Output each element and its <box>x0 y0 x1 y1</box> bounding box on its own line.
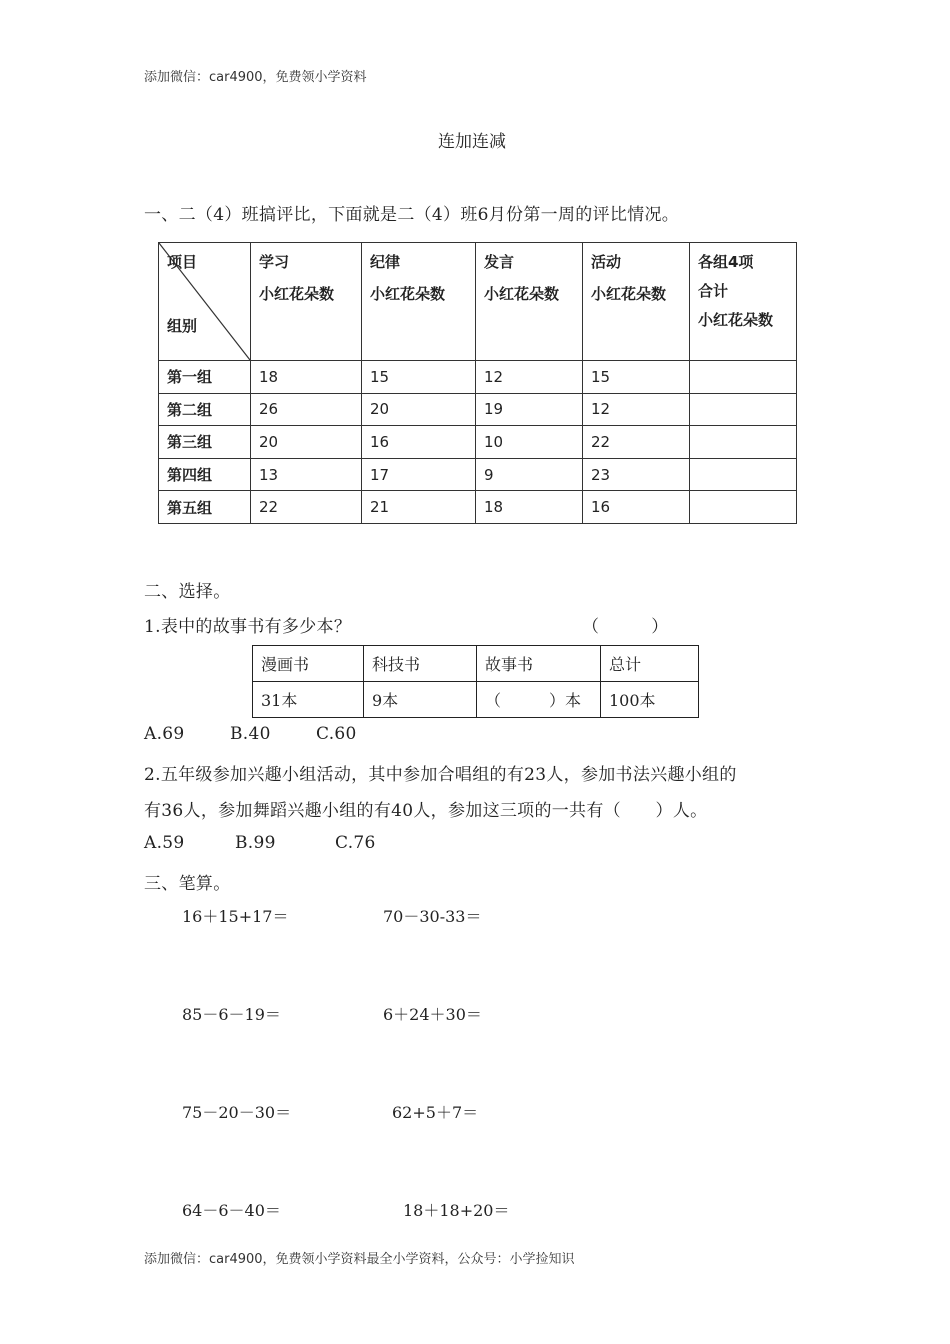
question1-answer-blank[interactable]: （ ） <box>582 617 669 637</box>
table-header-row <box>253 646 699 682</box>
table-cell: 13 <box>251 458 362 491</box>
section3-heading: 三、笔算。 <box>144 874 231 894</box>
column-header: 总计 <box>601 646 699 682</box>
q2-option-b[interactable]: B.99 <box>235 833 276 853</box>
question2-line2: 有36人，参加舞蹈兴趣小组的有40人，参加这三项的一共有（ ）人。 <box>144 801 708 821</box>
q1-option-c[interactable]: C.60 <box>316 724 357 744</box>
calc-problem: 16＋15+17＝ <box>182 907 289 926</box>
total-blank-cell[interactable] <box>690 426 797 459</box>
calc-problem: 62+5＋7＝ <box>392 1103 479 1122</box>
table-row <box>253 682 699 718</box>
calc-problem: 85－6－19＝ <box>182 1005 281 1024</box>
column-header-speaking: 发言 小红花朵数 <box>476 243 583 361</box>
total-blank-cell[interactable] <box>690 491 797 524</box>
table-cell: 9本 <box>364 682 477 718</box>
table-cell: 20 <box>362 393 476 426</box>
table-cell: 16 <box>583 491 690 524</box>
table-cell: 21 <box>362 491 476 524</box>
table-cell: 100本 <box>601 682 699 718</box>
calc-problem: 75－20－30＝ <box>182 1103 292 1122</box>
page-title: 连加连减 <box>438 132 506 152</box>
total-blank-cell[interactable] <box>690 458 797 491</box>
table-row <box>159 361 797 394</box>
column-header-discipline: 纪律 小红花朵数 <box>362 243 476 361</box>
calc-problem: 70－30-33＝ <box>383 907 482 926</box>
corner-top-label: 项目 <box>167 253 198 271</box>
table-cell: 16 <box>362 426 476 459</box>
calc-problem: 6＋24＋30＝ <box>383 1005 482 1024</box>
q2-option-c[interactable]: C.76 <box>335 833 376 853</box>
page-footer: 添加微信：car4900，免费领小学资料最全小学资料，公众号：小学捡知识 <box>144 1252 575 1267</box>
table-cell: 15 <box>583 361 690 394</box>
column-header: 故事书 <box>477 646 601 682</box>
table-row <box>159 491 797 524</box>
table-cell: 15 <box>362 361 476 394</box>
q1-option-b[interactable]: B.40 <box>230 724 271 744</box>
table-cell-blank[interactable]: （ ）本 <box>477 682 601 718</box>
q1-option-a[interactable]: A.69 <box>144 724 185 744</box>
table-row <box>159 426 797 459</box>
column-header-study: 学习 小红花朵数 <box>251 243 362 361</box>
table-cell: 23 <box>583 458 690 491</box>
table-cell: 20 <box>251 426 362 459</box>
question2-line1: 2.五年级参加兴趣小组活动，其中参加合唱组的有23人，参加书法兴趣小组的 <box>144 765 737 785</box>
row-header: 第二组 <box>159 393 251 426</box>
table-cell: 17 <box>362 458 476 491</box>
page-header: 添加微信：car4900，免费领小学资料 <box>144 70 367 85</box>
table-row <box>159 458 797 491</box>
table-cell: 10 <box>476 426 583 459</box>
corner-bottom-label: 组别 <box>167 317 198 335</box>
score-table <box>158 242 797 524</box>
table-cell: 19 <box>476 393 583 426</box>
total-blank-cell[interactable] <box>690 393 797 426</box>
column-header: 科技书 <box>364 646 477 682</box>
table-cell: 22 <box>583 426 690 459</box>
section1-heading: 一、二（4）班搞评比，下面就是二（4）班6月份第一周的评比情况。 <box>144 205 680 225</box>
books-table <box>252 645 699 718</box>
total-blank-cell[interactable] <box>690 361 797 394</box>
row-header: 第四组 <box>159 458 251 491</box>
table-cell: 18 <box>476 491 583 524</box>
q2-option-a[interactable]: A.59 <box>144 833 185 853</box>
column-header-activity: 活动 小红花朵数 <box>583 243 690 361</box>
table-cell: 26 <box>251 393 362 426</box>
table-cell: 22 <box>251 491 362 524</box>
row-header: 第五组 <box>159 491 251 524</box>
column-header-total: 各组4项 合计 小红花朵数 <box>690 243 797 361</box>
section2-heading: 二、选择。 <box>144 582 231 602</box>
calc-problem: 64－6－40＝ <box>182 1201 281 1220</box>
table-cell: 12 <box>476 361 583 394</box>
row-header: 第一组 <box>159 361 251 394</box>
question1-text: 1.表中的故事书有多少本？ <box>144 617 352 637</box>
corner-header-cell <box>159 243 251 361</box>
table-cell: 12 <box>583 393 690 426</box>
calc-problem: 18＋18+20＝ <box>403 1201 510 1220</box>
table-cell: 9 <box>476 458 583 491</box>
table-row <box>159 393 797 426</box>
table-cell: 18 <box>251 361 362 394</box>
table-cell: 31本 <box>253 682 364 718</box>
row-header: 第三组 <box>159 426 251 459</box>
column-header: 漫画书 <box>253 646 364 682</box>
